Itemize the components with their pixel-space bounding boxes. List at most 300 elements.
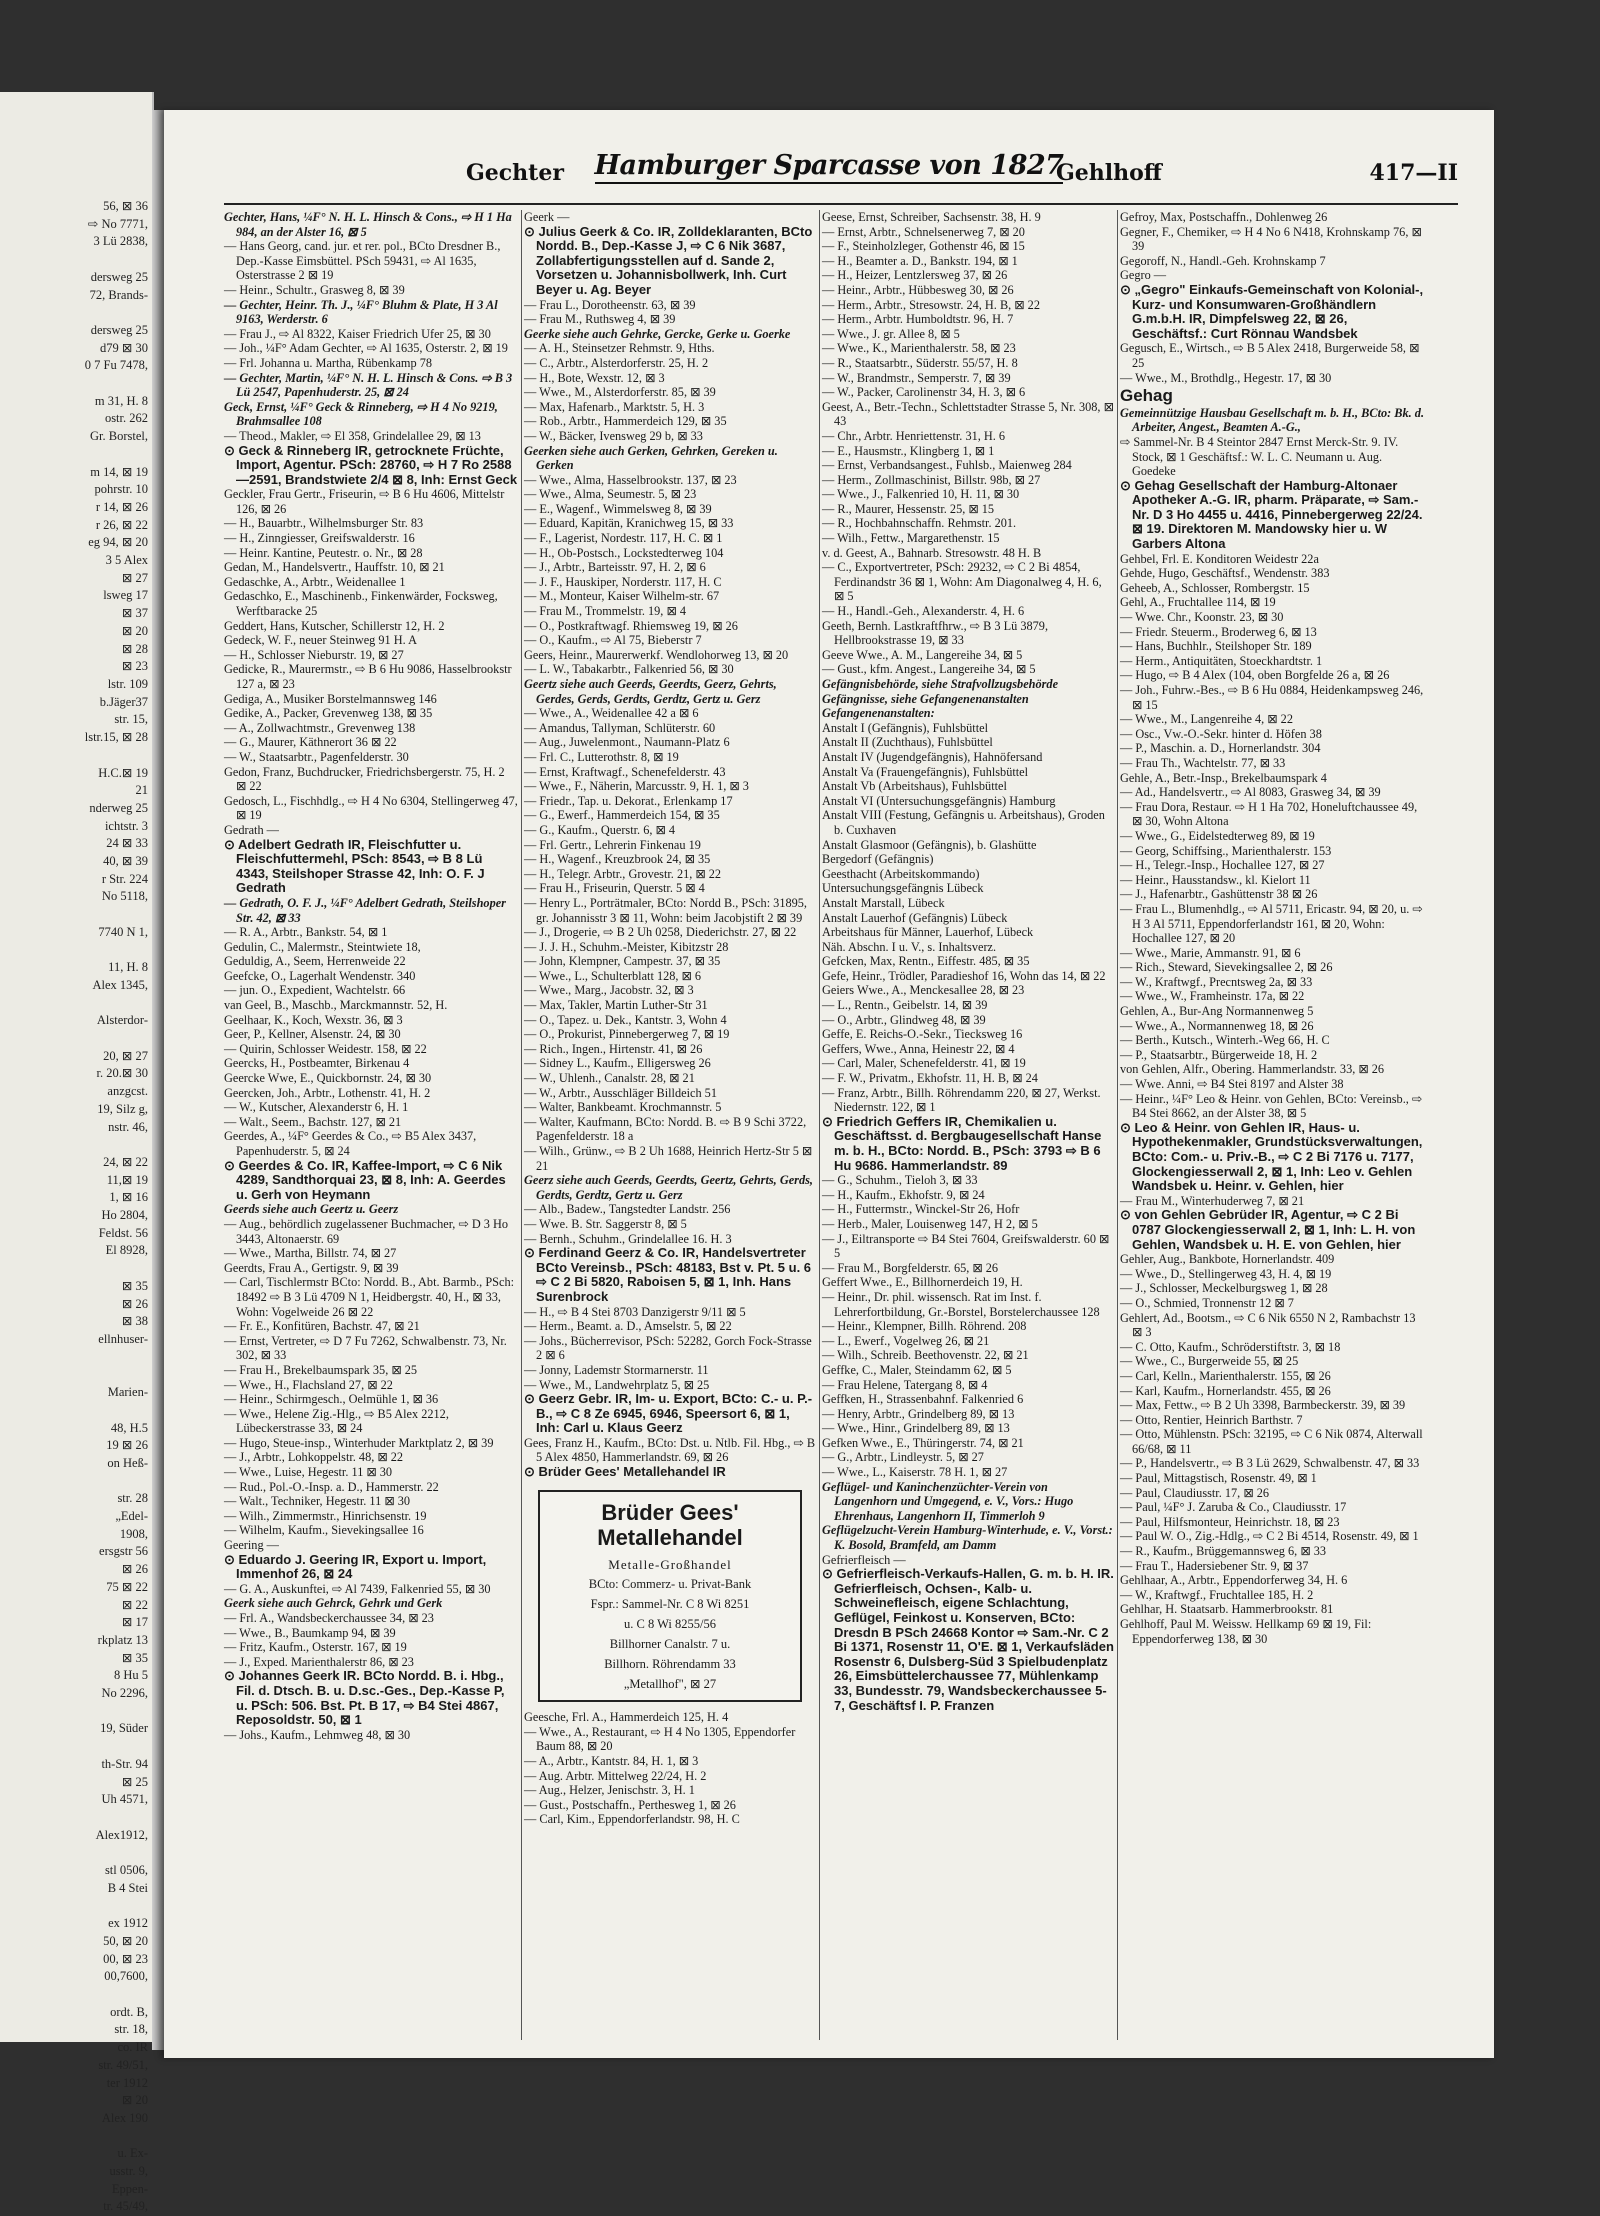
facing-page-line [0, 1898, 152, 1916]
facing-page-line [0, 1349, 152, 1367]
facing-page-line: str. 28 [117, 1491, 148, 1506]
directory-entry: — Heinr., Dr. phil. wissensch. Rat im Inst. f. Lehrerfortbildung, Gr.-Borstel, Borstelerchaussee 128 [822, 1289, 1100, 1319]
directory-entry: — Wwe., M., Landwehrplatz 5, ⊠ 25 [524, 1377, 710, 1392]
heading-entry: — Gechter, Heinr. Th. J., ¼F° Bluhm & Plate, H 3 Al 9163, Werderstr. 6 [224, 297, 498, 327]
firm-entry: ⊙ Friedrich Geffers IR, Chemikalien u. Geschäftsst. d. Bergbaugesellschaft Hanse m. b. H., BCto: Nordd. B., PSch: 3793 ⇨ B 6 Hu 9686. Hammerlandstr. 89 [822, 1113, 1102, 1173]
facing-page-line: No 2296, [101, 1686, 148, 1701]
firm-entry: ⊙ Geerdes & Co. IR, Kaffee-Import, ⇨ C 6 Nik 4289, Sandthorquai 23, ⊠ 8, Inh: A. Geerdes u. Gerh von Heymann [224, 1157, 506, 1202]
facing-page-line: 24 ⊠ 33 [106, 836, 148, 851]
facing-page-line: rkplatz 13 [97, 1632, 148, 1647]
directory-entry: — Chr., Arbtr. Henriettenstr. 31, H. 6 [822, 428, 1006, 443]
column-divider [819, 210, 820, 2040]
facing-page-line: Alex 1345, [92, 977, 148, 992]
facing-page-line: ⊠ 25 [121, 1774, 148, 1789]
directory-entry: — Franz, Arbtr., Billh. Röhrendamm 220, ⊠ 27, Werkst. Niedernstr. 122, ⊠ 1 [822, 1085, 1101, 1115]
facing-page-line: 48, H.5 [110, 1420, 148, 1435]
facing-page-line: pohrstr. 10 [94, 482, 148, 497]
directory-entry: Geercke Wwe, E., Quickbornstr. 24, ⊠ 30 [224, 1071, 432, 1086]
directory-entry: — H., Handl.-Geh., Alexanderstr. 4, H. 6 [822, 604, 1025, 619]
directory-entry: — Joh., Fuhrw.-Bes., ⇨ B 6 Hu 0884, Heidenkampsweg 246, ⊠ 15 [1120, 683, 1424, 712]
firm-entry: ⊙ Adelbert Gedrath IR, Fleischfutter u. Fleischfuttermehl, PSch: 8543, ⇨ B 8 Lü 4343, Steilshoper Strasse 42, Inh: O. F. J Gedrath [224, 836, 485, 896]
facing-page-line [0, 1260, 152, 1278]
directory-entry: — W., Kutscher, Alexanderstr 6, H. 1 [224, 1100, 409, 1115]
facing-page-line: 50, ⊠ 20 [103, 1933, 148, 1948]
facing-page-line [0, 1473, 152, 1491]
facing-page-line: ⊠ 20 [121, 623, 148, 638]
facing-page-line: ⊠ 23 [121, 659, 148, 674]
directory-entry: — Frau M., Winterhuderweg 7, ⊠ 21 [1120, 1193, 1305, 1208]
facing-page-line [0, 1809, 152, 1827]
facing-page-line: m 14, ⊠ 19 [90, 464, 148, 479]
page-header [164, 150, 1494, 204]
directory-entry: — Walt., Techniker, Hegestr. 11 ⊠ 30 [224, 1494, 411, 1509]
directory-entry: Bergedorf (Gefängnis) [822, 852, 934, 867]
facing-page-line: anzgcst. [107, 1084, 148, 1099]
facing-page-line: lstr. 109 [107, 676, 148, 691]
facing-page-line: El 8928, [105, 1243, 148, 1258]
directory-entry: — Max, Fettw., ⇨ B 2 Uh 3398, Barmbeckerstr. 39, ⊠ 39 [1120, 1398, 1406, 1413]
directory-entry: Gegusch, E., Wirtsch., ⇨ B 5 Alex 2418, Burgerweide 58, ⊠ 25 [1120, 341, 1420, 370]
facing-page-line: Alex1912, [95, 1827, 148, 1842]
directory-entry: — L. W., Tabakarbtr., Falkenried 56, ⊠ 30 [524, 662, 734, 677]
heading-entry: Geck, Ernst, ¼F° Geck & Rinneberg, ⇨ H 4 No 9219, Brahmsallee 108 [224, 399, 498, 429]
directory-entry: — J., Exped. Marienthalerstr 86, ⊠ 23 [224, 1654, 414, 1669]
facing-page-line: 11, H. 8 [108, 960, 148, 975]
directory-entry: — Wwe. B. Str. Saggerstr 8, ⊠ 5 [524, 1216, 687, 1231]
firm-entry: ⊙ Brüder Gees' Metallehandel IR [524, 1464, 726, 1480]
facing-page-line: ex 1912 [108, 1916, 148, 1931]
directory-entry: Gehlen, A., Bur-Ang Normannenweg 5 [1120, 1004, 1314, 1019]
facing-page-line: 19, Süder [100, 1721, 148, 1736]
directory-entry: — W., Bäcker, Ivensweg 29 b, ⊠ 33 [524, 428, 703, 443]
entry-list [1120, 210, 1426, 385]
facing-page-line: No 5118, [101, 889, 148, 904]
directory-entry: — Herm., Arbtr. Humboldtstr. 96, H. 7 [822, 312, 1014, 327]
directory-entry: — J., Schlosser, Meckelburgsweg 1, ⊠ 28 [1120, 1281, 1328, 1296]
ad-cable: „Metallhof", ⊠ 27 [623, 1677, 717, 1692]
facing-page-line: th-Str. 94 [101, 1756, 148, 1771]
directory-entry: — O., Schmied, Tronnenstr 12 ⊠ 7 [1120, 1295, 1294, 1310]
directory-entry: ⇨ Sammel-Nr. B 4 Steintor 2847 Ernst Merck-Str. 9. IV. Stock, ⊠ 1 Geschäftsf.: W. L. C. Neumann u. Aug. Goedeke [1120, 434, 1399, 479]
directory-entry: — O., Prokurist, Pinnebergerweg 7, ⊠ 19 [524, 1027, 730, 1042]
directory-entry: — Carl, Tischlermstr BCto: Nordd. B., Abt. Barmb., PSch: 18492 ⇨ B 3 Lü 4709 N 1, Heidbergstr. 40, H., ⊠ 33, Wohn: Vogelweide 26 ⊠ 22 [224, 1275, 515, 1319]
directory-entry: — H., Heizer, Lentzlersweg 37, ⊠ 26 [822, 268, 1008, 283]
directory-entry: — Frau M., Borgfelderstr. 65, ⊠ 26 [822, 1260, 999, 1275]
directory-entry: Geerdts, Frau A., Gertigstr. 9, ⊠ 39 [224, 1260, 399, 1275]
facing-page-line: nstr. 46, [108, 1119, 148, 1134]
directory-entry: Geduldig, A., Seem, Herrenweide 22 [224, 954, 406, 969]
directory-entry: — H., Ob-Postsch., Lockstedterweg 104 [524, 545, 724, 560]
directory-entry: Gedon, Franz, Buchdrucker, Friedrichsbergerstr. 75, H. 2 ⊠ 22 [224, 764, 505, 794]
facing-page-line: 56, ⊠ 36 [103, 199, 148, 213]
directory-entry: — F., Steinholzleger, Gothenstr 46, ⊠ 15 [822, 239, 1025, 254]
directory-entry: Geffert Wwe., E., Billhornerdeich 19, H. [822, 1275, 1023, 1290]
directory-entry: — Carl, Kelln., Marienthalerstr. 155, ⊠ 26 [1120, 1368, 1331, 1383]
facing-page-line: 72, Brands- [89, 287, 148, 302]
directory-entry: — Rud., Pol.-O.-Insp. a. D., Hammerstr. 22 [224, 1479, 439, 1494]
facing-page-line [0, 995, 152, 1013]
directory-entry: — Joh., ¼F° Adam Gechter, ⇨ Al 1635, Osterstr. 2, ⊠ 19 [224, 341, 508, 356]
firm-entry: ⊙ Ferdinand Geerz & Co. IR, Handelsvertreter BCto Vereinsb., PSch: 48183, Bst v. Pt. 5 u. 6 ⇨ C 2 Bi 5820, Raboisen 5, ⊠ 1, Inh. Hans Surenbrock [524, 1245, 812, 1304]
ad-phone-2: u. C 8 Wi 8255/56 [624, 1617, 716, 1632]
directory-entry: — Frl. Gertr., Lehrerin Finkenau 19 [524, 837, 701, 852]
directory-entry: — Berth., Kutsch., Winterh.-Weg 66, H. C [1120, 1033, 1330, 1048]
facing-page-line: str. 49/51, [98, 2057, 148, 2072]
ad-title-line-1: Brüder Gees' [601, 1499, 739, 1525]
directory-entry: — H., ⇨ B 4 Stei 8703 Danzigerstr 9/11 ⊠ 5 [524, 1304, 746, 1319]
firm-entry: ⊙ Geerz Gebr. IR, Im- u. Export, BCto: C.- u. P.-B., ⇨ C 8 Ze 6945, 6946, Speersort 6, ⊠ 1, Inh: Carl u. Klaus Geerz [524, 1391, 813, 1436]
facing-page-line: ichtstr. 3 [104, 818, 148, 833]
facing-page-line: ⊠ 35 [121, 1278, 148, 1293]
directory-entry: Gedaschko, E., Maschinenb., Finkenwärder, Focksweg, Werftbaracke 25 [224, 589, 498, 619]
directory-entry: Geesche, Frl. A., Hammerdeich 125, H. 4 [524, 1710, 729, 1725]
directory-entry: von Gehlen, Alfr., Obering. Hammerlandstr. 33, ⊠ 26 [1120, 1062, 1385, 1077]
directory-entry: Gedosch, L., Fischhdlg., ⇨ H 4 No 6304, Stellingerweg 47, ⊠ 19 [224, 793, 518, 823]
directory-entry: Gehler, Aug., Bankbote, Hornerlandstr. 409 [1120, 1252, 1335, 1267]
facing-page-line: stl 0506, [104, 1863, 148, 1878]
directory-entry: Gegro — [1120, 268, 1167, 283]
directory-entry: — E., Wagenf., Wimmelsweg 8, ⊠ 39 [524, 501, 712, 516]
facing-page-line: Eppen- [111, 2181, 148, 2196]
directory-entry: — Wwe., Marg., Jacobstr. 32, ⊠ 3 [524, 983, 694, 998]
directory-entry: — Wwe., W., Framheinstr. 17a, ⊠ 22 [1120, 989, 1305, 1004]
directory-entry: — Wwe., J., Falkenried 10, H. 11, ⊠ 30 [822, 487, 1020, 502]
facing-page-line: r. 20.⊠ 30 [96, 1066, 148, 1081]
directory-entry: — Frau L., Blumenhdlg., ⇨ Al 5711, Ericastr. 94, ⊠ 20, u. ⇨ H 3 Al 5711, Eppendorferlandstr 161, ⊠ 20, Wohn: Hochallee 127, ⊠ 20 [1120, 901, 1423, 946]
column-4 [1120, 210, 1426, 2040]
directory-entry: — Wwe., Luise, Hegestr. 11 ⊠ 30 [224, 1465, 393, 1480]
facing-page-line [0, 1986, 152, 2004]
directory-entry: Anstalt Marstall, Lübeck [822, 895, 945, 910]
column-divider [1117, 210, 1118, 2040]
directory-entry: — H., Futtermstr., Winckel-Str 26, Hofr [822, 1202, 1020, 1217]
directory-entry: — Ernst, Kraftwagf., Schenefelderstr. 43 [524, 764, 726, 779]
directory-entry: Gehl, A., Fruchtallee 114, ⊠ 19 [1120, 595, 1276, 610]
entry-list [524, 210, 816, 1480]
directory-entry: — O., Arbtr., Glindweg 48, ⊠ 39 [822, 1012, 986, 1027]
facing-page-line: H.C.⊠ 19 [98, 765, 148, 780]
directory-entry: Anstalt Va (Frauengefängnis), Fuhlsbüttel [822, 764, 1029, 779]
directory-entry: Gehlert, Ad., Bootsm., ⇨ C 6 Nik 6550 N 2, Rambachstr 13 ⊠ 3 [1120, 1310, 1416, 1340]
directory-entry: — Wwe., D., Stellingerweg 43, H. 4, ⊠ 19 [1120, 1266, 1332, 1281]
header-first-name: Gechter [466, 160, 564, 186]
directory-entry: — A., Arbtr., Kantstr. 84, H. 1, ⊠ 3 [524, 1754, 699, 1769]
directory-entry: Geer, P., Kellner, Alsenstr. 24, ⊠ 30 [224, 1027, 401, 1042]
directory-entry: — G., Arbtr., Lindleystr. 5, ⊠ 27 [822, 1450, 984, 1465]
facing-page-line: ersgstr 56 [99, 1544, 148, 1559]
directory-entry: — J., Arbtr., Lohkoppelstr. 48, ⊠ 22 [224, 1450, 404, 1465]
facing-page-line: usstr. 9, [109, 2164, 148, 2179]
directory-entry: Anstalt Lauerhof (Gefängnis) Lübeck [822, 910, 1008, 925]
directory-entry: Arbeitshaus für Männer, Lauerhof, Lübeck [822, 925, 1034, 940]
facing-page-line: 0 7 Fu 7478, [84, 358, 148, 373]
facing-page-line [0, 1402, 152, 1420]
directory-entry: — Fr. E., Konfitüren, Bachstr. 47, ⊠ 21 [224, 1319, 420, 1334]
facing-page-line: lsweg 17 [103, 588, 148, 603]
directory-entry: — R., Hochbahnschaffn. Rehmstr. 201. [822, 516, 1017, 531]
facing-page-line [0, 906, 152, 924]
directory-entry: — O., Kaufm., ⇨ Al 75, Bieberstr 7 [524, 633, 702, 648]
directory-entry: — Carl, Kim., Eppendorferlandstr. 98, H. C [524, 1812, 740, 1827]
heading-entry: Geertz siehe auch Geerds, Geerdts, Geerz, Gehrts, Gerdes, Gerds, Gerdts, Gerdtz, Gertz u. Gerz [524, 677, 777, 706]
directory-entry: Anstalt II (Zuchthaus), Fuhlsbüttel [822, 735, 993, 750]
facing-page-line: 7740 N 1, [98, 924, 148, 939]
heading-entry: Gefangenenanstalten: [822, 706, 935, 721]
directory-entry: — P., Staatsarbtr., Bürgerweide 18, H. 2 [1120, 1047, 1318, 1062]
facing-page-line: ⊠ 28 [121, 641, 148, 656]
directory-entry: — Walter, Kaufmann, BCto: Nordd. B. ⇨ B 9 Schi 3722, Pagenfelderstr. 18 a [524, 1114, 807, 1144]
facing-page-line: ⇨ No 7771, [87, 216, 148, 231]
directory-entry: — R., Maurer, Hessenstr. 25, ⊠ 15 [822, 501, 995, 516]
directory-entry: Gehbel, Frl. E. Konditoren Weidestr 22a [1120, 551, 1319, 566]
directory-entry: Gediga, A., Musiker Borstelmannsweg 146 [224, 691, 437, 706]
facing-page-line: „Edel- [115, 1509, 148, 1524]
directory-entry: — Rob., Arbtr., Hammerdeich 129, ⊠ 35 [524, 414, 727, 429]
facing-page-text [0, 92, 152, 2216]
directory-entry: Gehlhoff, Paul M. Weissw. Hellkamp 69 ⊠ 19, Fil: Eppendorferweg 138, ⊠ 30 [1120, 1617, 1372, 1646]
facing-page-line: b.Jäger37 [99, 694, 148, 709]
directory-entry: — Frl. Johanna u. Martha, Rübenkamp 78 [224, 355, 432, 370]
directory-entry: — Eduard, Kapitän, Kranichweg 15, ⊠ 33 [524, 516, 734, 531]
heading-entry: Geerken siehe auch Gerken, Gehrken, Gereken u. Gerken [524, 443, 778, 473]
directory-entry: Untersuchungsgefängnis Lübeck [822, 881, 984, 896]
directory-entry: — P., Maschin. a. D., Hornerlandstr. 304 [1120, 741, 1321, 756]
directory-entry: — Frau M., Ruthsweg 4, ⊠ 39 [524, 312, 676, 327]
firm-entry: ⊙ Johannes Geerk IR. BCto Nordd. B. i. Hbg., Fil. d. Dtsch. B. u. D.sc.-Ges., Dep.-Kasse P, u. PSch: 506. Bst. Pt. B 17, ⇨ B4 Stei 4867, Reposoldstr. 50, ⊠ 1 [224, 1668, 505, 1728]
facing-page-line: ⊠ 20 [121, 2093, 148, 2108]
directory-entry: — P., Handelsvertr., ⇨ B 3 Lü 2629, Schwalbenstr. 47, ⊠ 33 [1120, 1456, 1420, 1471]
directory-entry: Geerk — [524, 210, 570, 224]
facing-page-line [0, 304, 152, 322]
directory-entry: — Quirin, Schlosser Weidestr. 158, ⊠ 22 [224, 1041, 427, 1056]
directory-entry: — jun. O., Expedient, Wachtelstr. 66 [224, 983, 406, 998]
directory-entry: Geffke, C., Maler, Steindamm 62, ⊠ 5 [822, 1362, 1012, 1377]
firm-entry: ⊙ Julius Geerk & Co. IR, Zolldeklaranten, BCto Nordd. B., Dep.-Kasse J, ⇨ C 6 Nik 3687, Zollabfertigungsstellen auf d. Sande 2, Vorsetzen u. Johannisbollwerk, Inh. Curt Beyer u. Ag. Beyer [524, 223, 813, 297]
facing-page-line: r 26, ⊠ 22 [95, 517, 148, 532]
facing-page-line: B 4 Stei [107, 1880, 148, 1895]
firm-entry: ⊙ Gehag Gesellschaft der Hamburg-Altonaer Apotheker A.-G. IR, pharm. Präparate, ⇨ Sam.-Nr. D 3 Ho 4455 u. 4416, Pinnebergerweg 22/24. ⊠ 19. Direktoren M. Mandowsky hier u. W Garbers Altona [1120, 477, 1423, 552]
directory-entry: — Alb., Badew., Tangstedter Landstr. 256 [524, 1202, 731, 1217]
directory-entry: Geefcke, O., Lagerhalt Wendenstr. 340 [224, 968, 416, 983]
directory-entry: — Heinr., Hausstandsw., kl. Kielort 11 [1120, 872, 1311, 887]
directory-entry: — Frau H., Brekelbaumspark 35, ⊠ 25 [224, 1362, 418, 1377]
directory-entry: — Wwe., K., Marienthalerstr. 58, ⊠ 23 [822, 341, 1016, 356]
directory-entry: — Heinr. Kantine, Peutestr. o. Nr., ⊠ 28 [224, 545, 423, 560]
facing-page-line [0, 1366, 152, 1384]
directory-entry: — Friedr. Steuerm., Broderweg 6, ⊠ 13 [1120, 624, 1317, 639]
column-1 [224, 210, 518, 2040]
directory-entry: — O., Tapez. u. Dek., Kantstr. 3, Wohn 4 [524, 1012, 727, 1027]
directory-entry: — Hans Georg, cand. jur. et rer. pol., BCto Dresdner B., Dep.-Kasse Eimsbüttel. PSch 59431, ⇨ Al 1635, Osterstrasse 2 ⊠ 19 [224, 239, 501, 283]
directory-entry: — Amandus, Tallyman, Schlüterstr. 60 [524, 720, 716, 735]
directory-entry: Gedicke, R., Maurermstr., ⇨ B 6 Hu 9086, Hasselbrookstr 127 a, ⊠ 23 [224, 662, 512, 691]
directory-entry: — Wwe. Anni, ⇨ B4 Stei 8197 and Alster 38 [1120, 1077, 1344, 1092]
facing-page-line: lstr.15, ⊠ 28 [84, 730, 148, 745]
directory-entry: — Frau T., Hadersiebener Str. 9, ⊠ 37 [1120, 1558, 1309, 1573]
directory-entry: — Frau Dora, Restaur. ⇨ H 1 Ha 702, Honeluftchaussee 49, ⊠ 30, Wohn Altona [1120, 799, 1418, 829]
directory-entry: — Wwe., C., Burgerweide 55, ⊠ 25 [1120, 1354, 1299, 1369]
directory-entry: — Wwe., Marie, Ammanstr. 91, ⊠ 6 [1120, 945, 1301, 960]
directory-entry: — Fritz, Kaufm., Osterstr. 167, ⊠ 19 [224, 1640, 407, 1655]
directory-entry: — Wwe., L., Kaiserstr. 78 H. 1, ⊠ 27 [822, 1465, 1008, 1480]
directory-entry: — C., Exportvertreter, PSch: 29232, ⇨ C 2 Bi 4854, Ferdinandstr 36 ⊠ 1, Wohn: Am Diagonalweg 4, H. 6, ⊠ 5 [822, 560, 1102, 604]
directory-entry: — Max, Takler, Martin Luther-Str 31 [524, 998, 708, 1013]
facing-page-line: 75 ⊠ 22 [106, 1579, 148, 1594]
directory-entry: — Wwe., H., Flachsland 27, ⊠ 22 [224, 1377, 393, 1392]
firm-entry: ⊙ von Gehlen Gebrüder IR, Agentur, ⇨ C 2 Bi 0787 Glockengiesserwall 2, ⊠ 1, Inh: L. H. von Gehlen, Wandsbek u. H. E. von Gehlen, hier [1120, 1207, 1416, 1252]
directory-entry: Gedike, A., Packer, Grevenweg 138, ⊠ 35 [224, 706, 433, 721]
directory-entry: — Ernst, Verbandsangest., Fuhlsb., Maienweg 284 [822, 458, 1072, 473]
directory-entry: — Walter, Bankbeamt. Krochmannstr. 5 [524, 1100, 722, 1115]
directory-entry: Geheeb, A., Schlosser, Rombergstr. 15 [1120, 580, 1310, 595]
directory-entry: — Herm., Arbtr., Stresowstr. 24, H. B, ⊠ 22 [822, 297, 1040, 312]
directory-entry: — H., Zinngiesser, Greifswalderstr. 16 [224, 531, 415, 546]
facing-page-line: ⊠ 17 [121, 1615, 148, 1630]
directory-entry: Gedeck, W. F., neuer Steinweg 91 H. A [224, 633, 418, 648]
directory-entry: — Osc., Vw.-O.-Sekr. hinter d. Höfen 38 [1120, 726, 1322, 741]
directory-entry: — J., Hafenarbtr., Gashüttenstr 38 ⊠ 26 [1120, 887, 1318, 902]
directory-entry: — Otto, Rentier, Heinrich Barthstr. 7 [1120, 1412, 1303, 1427]
directory-entry: — Frl. A., Wandsbeckerchaussee 34, ⊠ 23 [224, 1611, 434, 1625]
facing-page-line: 19, Silz g, [97, 1101, 148, 1116]
directory-entry: Geckler, Frau Gertr., Friseurin, ⇨ B 6 Hu 4606, Mittelstr 126, ⊠ 26 [224, 487, 505, 516]
facing-page-line: m 31, H. 8 [94, 393, 148, 408]
directory-entry: — J., Eiltransporte ⇨ B4 Stei 7604, Greifswalderstr. 60 ⊠ 5 [822, 1231, 1110, 1261]
directory-entry: — Wilhelm, Kaufm., Sievekingsallee 16 [224, 1523, 424, 1538]
directory-entry: — Ad., Handelsvertr., ⇨ Al 8083, Grasweg 34, ⊠ 39 [1120, 785, 1381, 800]
directory-entry: — Paul, Mittagstisch, Rosenstr. 49, ⊠ 1 [1120, 1471, 1317, 1486]
directory-entry: — W., Kraftwgf., Precntsweg 2a, ⊠ 33 [1120, 974, 1313, 989]
facing-page-line [0, 446, 152, 464]
ad-title-line-2: Metallehandel [597, 1524, 743, 1550]
directory-entry: van Geel, B., Maschb., Marckmannstr. 52, H. [224, 998, 448, 1013]
directory-entry: — C. Otto, Kaufm., Schröderstiftstr. 3, ⊠ 18 [1120, 1339, 1341, 1354]
directory-entry: Geesthacht (Arbeitskommando) [822, 866, 980, 881]
directory-entry: — Paul, Hilfsmonteur, Heinrichstr. 18, ⊠ 23 [1120, 1514, 1340, 1529]
directory-entry: — Herm., Zollmaschinist, Billstr. 98b, ⊠ 27 [822, 472, 1041, 487]
directory-entry: — Wwe., A., Normannenweg 18, ⊠ 26 [1120, 1018, 1314, 1033]
ad-bank: BCto: Commerz- u. Privat-Bank [588, 1577, 752, 1592]
directory-entry: Näh. Abschn. I u. V., s. Inhaltsverz. [822, 939, 997, 954]
directory-entry: — H., Wagenf., Kreuzbrook 24, ⊠ 35 [524, 852, 711, 867]
directory-entry: Gehlhaar, A., Arbtr., Eppendorferweg 34, H. 6 [1120, 1573, 1348, 1588]
directory-entry: Gefken Wwe., E., Thüringerstr. 74, ⊠ 21 [822, 1435, 1024, 1450]
directory-entry: — Wilh., Schreib. Beethovenstr. 22, ⊠ 21 [822, 1348, 1029, 1363]
entry-list [524, 1710, 816, 1827]
facing-page-line: ⊠ 38 [121, 1314, 148, 1329]
directory-entry: — Carl, Maler, Schenefelderstr. 41, ⊠ 19 [822, 1056, 1026, 1071]
facing-page-line: Uh 4571, [101, 1792, 148, 1807]
directory-entry: — O., Postkraftwagf. Rhiemsweg 19, ⊠ 26 [524, 618, 738, 633]
entry-list [822, 210, 1114, 1713]
directory-entry: Geelhaar, K., Koch, Wexstr. 36, ⊠ 3 [224, 1012, 403, 1027]
heading-entry: Geflügelzucht-Verein Hamburg-Winterhude, e. V., Vorst.: K. Bosold, Bramfeld, am Damm [822, 1523, 1113, 1553]
facing-page-line: 1, ⊠ 16 [109, 1190, 148, 1205]
directory-entry: — Wwe., L., Schulterblatt 128, ⊠ 6 [524, 968, 702, 983]
facing-page-line [0, 747, 152, 765]
facing-page-line: r 14, ⊠ 26 [95, 499, 148, 514]
directory-entry: — Frau L., Dorotheenstr. 63, ⊠ 39 [524, 297, 696, 312]
facing-page-line: Marien- [107, 1385, 148, 1400]
directory-entry: — Hugo, ⇨ B 4 Alex (104, oben Borgfelde 26 a, ⊠ 26 [1120, 668, 1390, 683]
directory-entry: — Wilh., Fettw., Margarethenstr. 15 [822, 531, 1000, 546]
directory-entry: — J. F., Hauskiper, Norderstr. 117, H. C [524, 574, 722, 589]
directory-entry: — Wwe., M., Alsterdorferstr. 85, ⊠ 39 [524, 385, 716, 400]
directory-entry: — H., Bauarbtr., Wilhelmsburger Str. 83 [224, 516, 424, 531]
firm-entry: ⊙ Gefrierfleisch-Verkaufs-Hallen, G. m. b. H. IR. Gefrierfleisch, Ochsen-, Kalb- u. Schweinefleisch, eigene Schlachtung, Geflügel, Feinkost u. Konserven, BCto: Dresdn B PSch 24668 Kontor ⇨ Sam.-Nr. C 2 Bi 1371, Rosenstr 11, O'E. ⊠ 1, Verkaufsläden Rosenstr 6, Dulsberg-Süd 3 Spielbudenplatz 26, Eimsbüttelerchaussee 77, Mühlenkamp 33, Bundesstr. 79, Wandsbeckerchaussee 5-7, Geschäftsf I. P. Franzen [822, 1566, 1114, 1713]
directory-entry: Gehlhar, H. Staatsarb. Hammerbrookstr. 81 [1120, 1602, 1334, 1617]
directory-entry: Geest, A., Betr.-Techn., Schlettstadter Strasse 5, Nr. 308, ⊠ 43 [822, 399, 1114, 429]
directory-entry: — A. H., Steinsetzer Rehmstr. 9, Hths. [524, 341, 715, 356]
directory-entry: — Rich., Steward, Sievekingsallee 2, ⊠ 26 [1120, 960, 1333, 975]
directory-entry: Geeve Wwe., A. M., Langereihe 34, ⊠ 5 [822, 647, 1023, 662]
directory-entry: Gehle, A., Betr.-Insp., Brekelbaumspark 4 [1120, 770, 1327, 785]
facing-page-line: 00, ⊠ 23 [103, 1951, 148, 1966]
directory-entry: — Aug., Juwelenmont., Naumann-Platz 6 [524, 735, 730, 750]
heading-entry: Geflügel- und Kaninchenzüchter-Verein von Langenhorn und Umgegend, e. V., Vors.: Hugo Ehrenhaus, Langenhorn II, Timmerloh 9 [822, 1479, 1074, 1523]
heading-entry: Gefängnisse, siehe Gefangenenanstalten [822, 691, 1029, 706]
directory-entry: — Aug. Arbtr. Mittelweg 22/24, H. 2 [524, 1768, 707, 1783]
directory-entry: — Henry, Arbtr., Grindelberg 89, ⊠ 13 [822, 1406, 1015, 1421]
directory-entry: — Frau M., Trommelstr. 19, ⊠ 4 [524, 604, 686, 619]
facing-page-line: ter 1912 [106, 2075, 148, 2090]
directory-entry: — Hugo, Steue-insp., Winterhuder Marktplatz 2, ⊠ 39 [224, 1435, 494, 1450]
directory-entry: Gees, Franz H., Kaufm., BCto: Dst. u. Ntlb. Fil. Hbg., ⇨ B 5 Alex 4850, Hammerlandstr. 69, ⊠ 26 [524, 1435, 816, 1465]
facing-page-line: ostr. 262 [104, 411, 148, 426]
directory-entry: — Aug., behördlich zugelassener Buchmacher, ⇨ D 3 Ho 3443, Altonaerstr. 69 [224, 1216, 509, 1246]
column-divider [521, 210, 522, 2040]
directory-entry: — Wwe., A., Restaurant, ⇨ H 4 No 1305, Eppendorfer Baum 88, ⊠ 20 [524, 1724, 796, 1754]
page-number: 417—II [1369, 160, 1458, 186]
directory-entry: Geese, Ernst, Schreiber, Sachsenstr. 38, H. 9 [822, 210, 1041, 224]
directory-entry: — Frau Helene, Tatergang 8, ⊠ 4 [822, 1377, 988, 1392]
directory-entry: Geddert, Hans, Kutscher, Schillerstr 12, H. 2 [224, 618, 445, 633]
directory-entry: — Herm., Antiquitäten, Stoeckhardtstr. 1 [1120, 653, 1323, 668]
facing-page-line: co. IR [117, 2040, 148, 2055]
directory-entry: — G., Kaufm., Querstr. 6, ⊠ 4 [524, 822, 676, 837]
directory-entry: — E., Hausmstr., Klingberg 1, ⊠ 1 [822, 443, 995, 458]
facing-page-line: tr. 45/49, [103, 2199, 148, 2214]
facing-page-line: str. 15, [114, 712, 148, 727]
facing-page-line: ⊠ 27 [121, 570, 148, 585]
directory-entry: Anstalt I (Gefängnis), Fuhlsbüttel [822, 720, 988, 735]
directory-entry: — Johs., Kaufm., Lehmweg 48, ⊠ 30 [224, 1727, 411, 1742]
directory-entry: — R., Staatsarbtr., Süderstr. 55/57, H. 8 [822, 355, 1018, 370]
directory-entry: Gefcken, Max, Rentn., Eiffestr. 485, ⊠ 35 [822, 954, 1030, 969]
directory-entry: — Heinr., Klempner, Billh. Röhrend. 208 [822, 1319, 1027, 1334]
directory-entry: Gedaschke, A., Arbtr., Weidenallee 1 [224, 574, 406, 589]
directory-entry: — Max, Hafenarb., Marktstr. 5, H. 3 [524, 399, 705, 414]
directory-entry: Geiers Wwe., A., Menckesallee 28, ⊠ 23 [822, 983, 1025, 998]
directory-entry: Gefrierfleisch — [822, 1552, 906, 1567]
directory-entry: — Paul, ¼F° J. Zaruba & Co., Claudiusstr. 17 [1120, 1500, 1347, 1515]
ad-address-2: Billhorn. Röhrendamm 33 [604, 1657, 736, 1672]
header-rule [224, 203, 1458, 205]
heading-entry: Gechter, Hans, ¼F° N. H. L. Hinsch & Cons., ⇨ H 1 Ha 984, an der Alster 16, ⊠ 5 [224, 210, 512, 239]
directory-entry: Gedan, M., Handelsvertr., Hauffstr. 10, ⊠ 21 [224, 560, 445, 575]
facing-page-line: Ho 2804, [101, 1208, 148, 1223]
directory-entry: — J. J. H., Schuhm.-Meister, Kibitzstr 28 [524, 939, 729, 954]
directory-entry: — Walt., Seem., Bachstr. 127, ⊠ 21 [224, 1114, 402, 1129]
directory-entry: — Heinr., Schultr., Grasweg 8, ⊠ 39 [224, 282, 405, 297]
entry-list [224, 210, 518, 1742]
directory-entry: — John, Klempner, Campestr. 37, ⊠ 35 [524, 954, 721, 969]
directory-entry: — G., Schuhm., Tieloh 3, ⊠ 33 [822, 1173, 978, 1188]
directory-entry: — F., Lagerist, Nordestr. 117, H. C. ⊠ 1 [524, 531, 723, 546]
directory-entry: Geers, Heinr., Maurerwerkf. Wendlohorweg 13, ⊠ 20 [524, 647, 789, 662]
directory-entry: — Frau J., ⇨ Al 8322, Kaiser Friedrich Ufer 25, ⊠ 30 [224, 326, 491, 341]
directory-entry: — Karl, Kaufm., Hornerlandstr. 455, ⊠ 26 [1120, 1383, 1331, 1398]
